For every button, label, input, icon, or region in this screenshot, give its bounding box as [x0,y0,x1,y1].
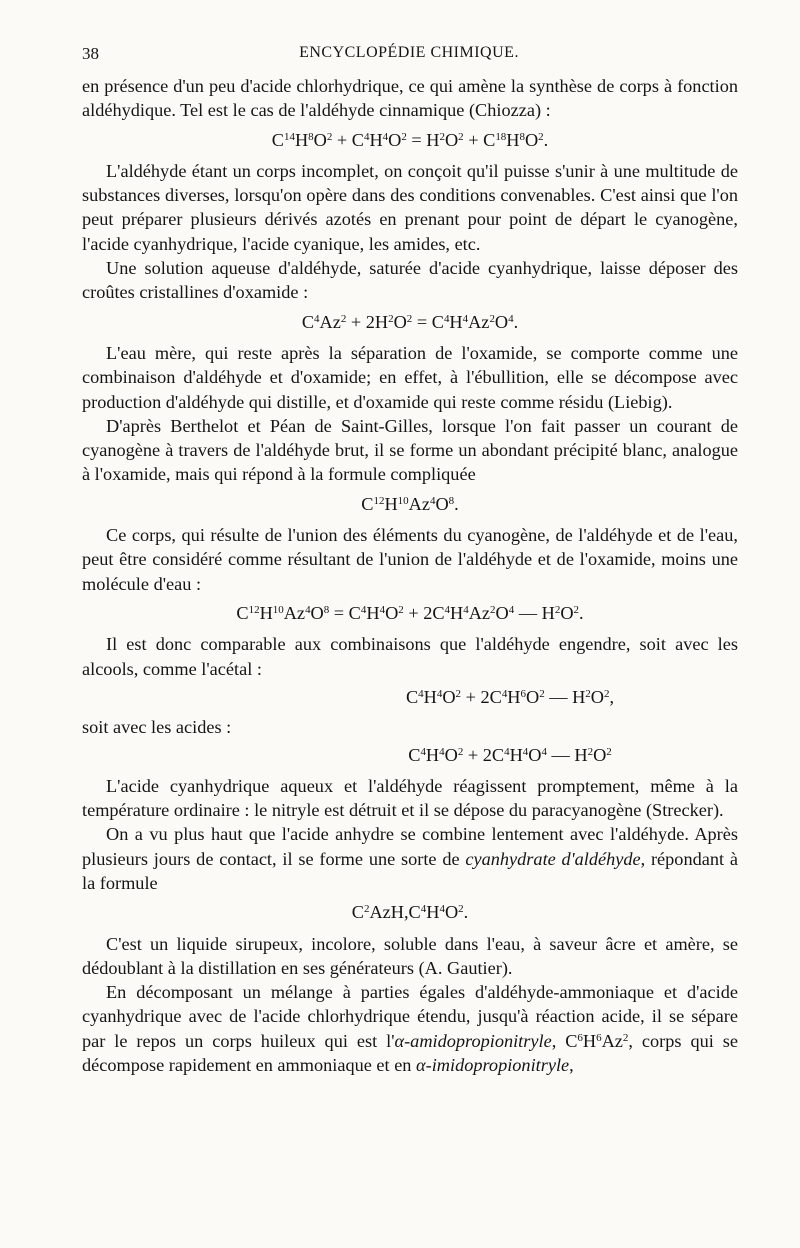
page-number: 38 [82,44,99,63]
formula-decomposition: $C^{12}H^{10}Az^4O^8 = C^4H^4O^2 + 2C^4H^4Az^2O^4$ — $H^2O^2$. [236,602,584,623]
page-body [82,74,738,1077]
paragraph-3: Une solution aqueuse d'aldéhyde, saturée d'acide cyanhydrique, laisse déposer des croûtes cristallines d'oxamide : [82,258,738,303]
formula-cinnamic: $C^{14}H^8O^2 + C^4H^4O^2 = H^2O^2 + C^{18}H^8O^2$. [271,129,549,150]
paragraph-4: L'eau mère, qui reste après la séparation de l'oxamide, se comporte comme une combinaison d'aldéhyde et d'oxamide; en effet, à l'ébullition, elle se décompose avec production d'aldéhyde qui distille, et d'oxamide qui reste comme résidu (Liebig). [82,342,738,412]
paragraph-5: D'après Berthelot et Péan de Saint-Gilles, lorsque l'on fait passer un courant de cyanogène à travers de l'aldéhyde brut, il se forme un abondant précipité blanc, analogue à l'oxamide, mais qui répond à la formule compliquée [82,415,738,485]
paragraph-12: En décomposant un mélange à parties égales d'aldéhyde-ammoniaque et d'acide cyanhydrique avec de l'acide chlorhydrique étendu, jusqu'à réaction acide, il se sépare par le repos un corps huileux qui est l'α-amidopropionitryle, $C^6H^6Az^2$, corps qui se décompose rapidement en ammoniaque et en α-imidopropionitryle, [82,982,738,1075]
formula-acids: $C^4H^4O^2 + 2C^4H^4O^4$ — $H^2O^2$ [408,745,612,766]
paragraph-1: en présence d'un peu d'acide chlorhydrique, ce qui amène la synthèse de corps à fonction aldéhydique. Tel est le cas de l'aldéhyde cinnamique (Chiozza) : [82,76,738,121]
paragraph-2: L'aldéhyde étant un corps incomplet, on conçoit qu'il puisse s'unir à une multitude de substances diverses, lorsqu'on opère dans des conditions convenables. C'est ainsi que l'on peut préparer plusieurs dérivés azotés en prenant pour point de départ le cyanogène, l'acide cyanhydrique, l'acide cyanique, les amides, etc. [82,160,738,254]
formula-acetal: $C^4H^4O^2 + 2C^4H^6O^2$ — $H^2O^2$, [405,686,615,707]
page-header [82,44,736,70]
paragraph-10: On a vu plus haut que l'acide anhydre se combine lentement avec l'aldéhyde. Après plusieurs jours de contact, il se forme une sorte de cyanhydrate d'aldéhyde, répondant à la formule [82,824,738,893]
formula-compound: $C^{12}H^{10}Az^4O^8$. [361,493,459,514]
paragraph-9: L'acide cyanhydrique aqueux et l'aldéhyde réagissent promptement, même à la température ordinaire : le nitryle est détruit et il se dépose du paracyanogène (Strecker). [82,775,738,821]
paragraph-6: Ce corps, qui résulte de l'union des éléments du cyanogène, de l'aldéhyde et de l'eau, peut être considéré comme résultant de l'union de l'aldéhyde et de l'oxamide, moins une molécule d'eau : [82,525,738,594]
paragraph-8: soit avec les acides : [82,717,232,738]
paragraph-7: Il est donc comparable aux combinaisons que l'aldéhyde engendre, soit avec les alcools, comme l'acétal : [82,634,738,679]
paragraph-11: C'est un liquide sirupeux, incolore, soluble dans l'eau, à saveur âcre et amère, se dédoublant à la distillation en ses générateurs (A. Gautier). [82,933,738,978]
formula-cyanhydrate: $C^2AzH,C^4H^4O^2$. [351,902,469,923]
running-title: ENCYCLOPÉDIE CHIMIQUE. [299,44,519,61]
formula-oxamide: $C^4Az^2 + 2H^2O^2 = C^4H^4Az^2O^4$. [301,311,519,332]
